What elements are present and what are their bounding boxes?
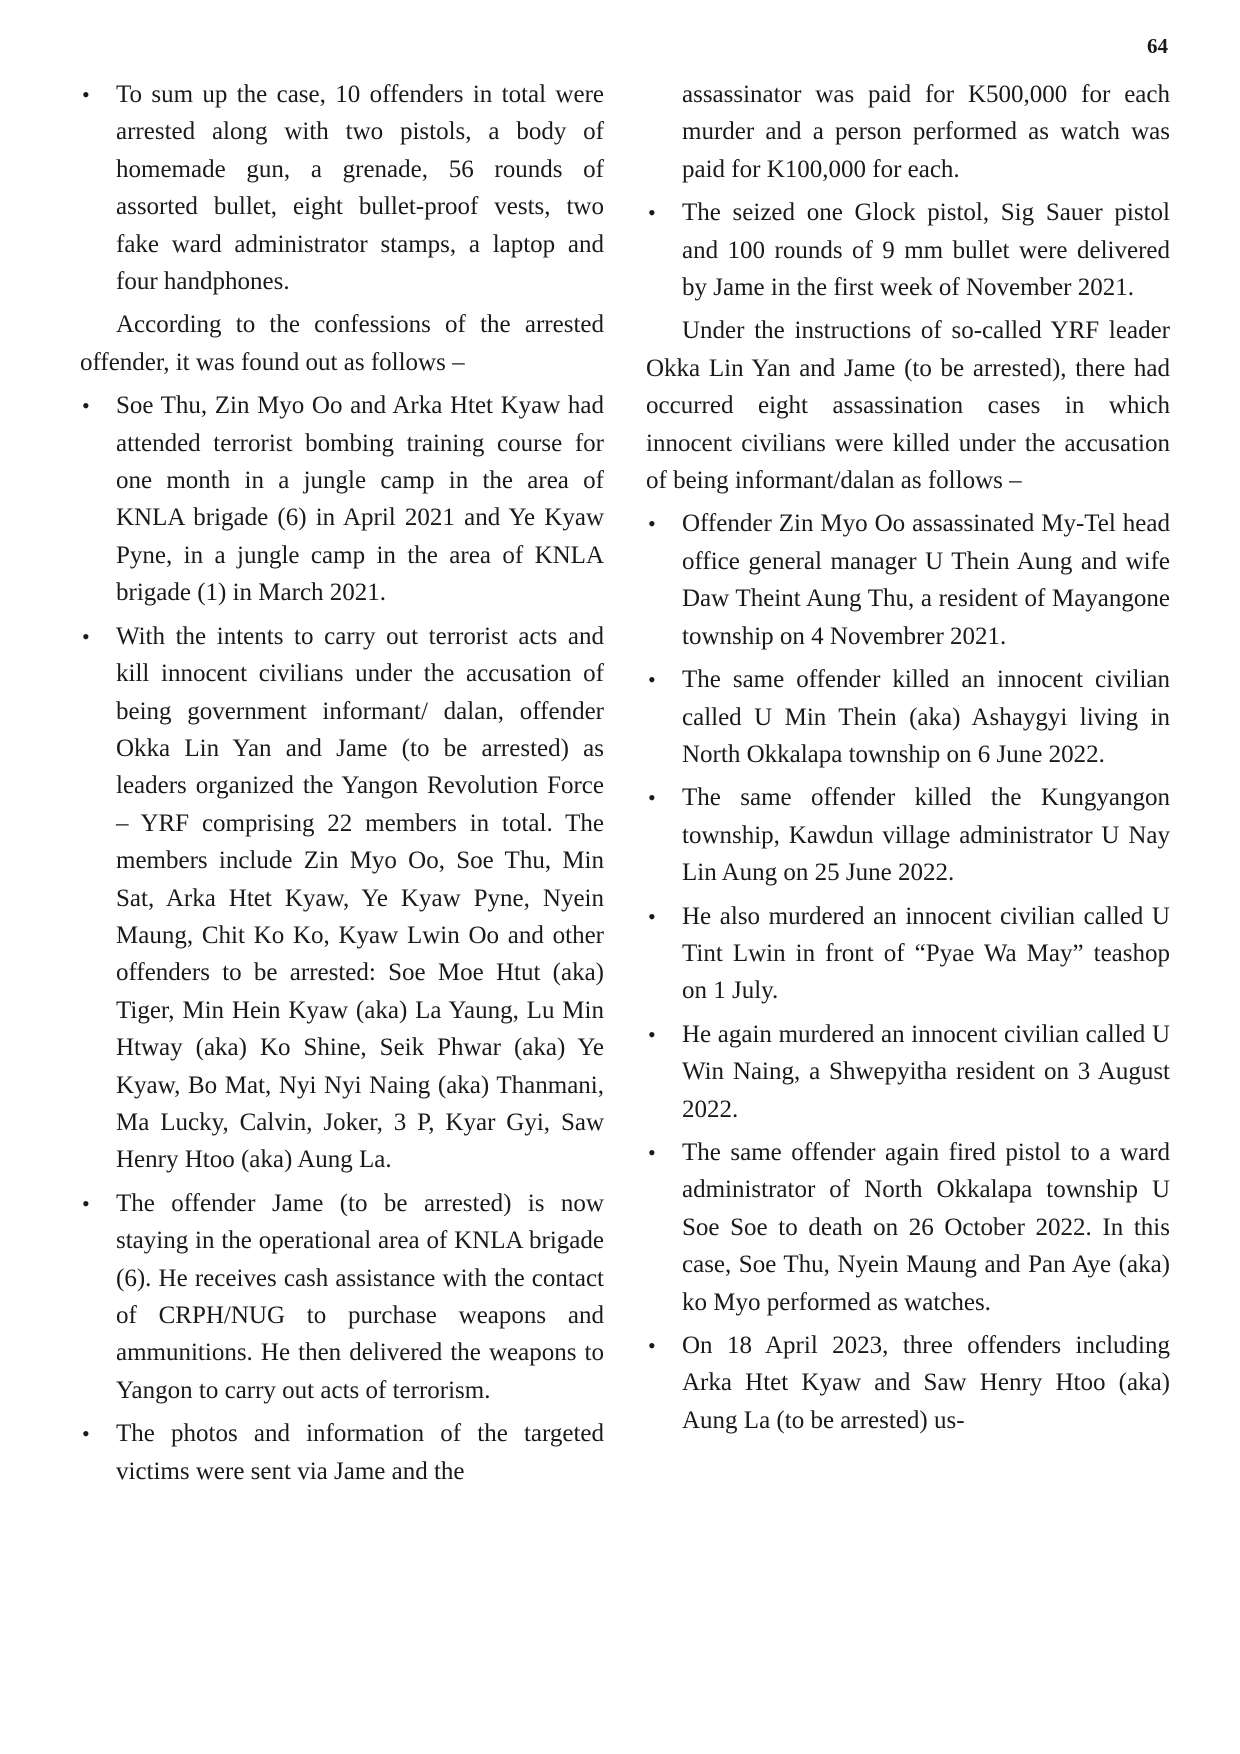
bullet-item: • To sum up the case, 10 offenders in total were arrested along with two pistols, a body of homemade gun, a grenade, 56 rounds of assorted bullet, eight bullet-proof vests, two fake ward administrator stamps, a laptop and four handphones. [80, 76, 604, 300]
bullet-item: • With the intents to carry out terrorist acts and kill innocent civilians under the accusation of being government informant/ dalan, offender Okka Lin Yan and Jame (to be arrested) as leaders organized the Yangon Revolution Force – YRF comprising 22 members in total. The members include Zin Myo Oo, Soe Thu, Min Sat, Arka Htet Kyaw, Ye Kyaw Pyne, Nyein Maung, Chit Ko Ko, Kyaw Lwin Oo and other offenders to be arrested: Soe Moe Htut (aka) Tiger, Min Hein Kyaw (aka) La Yaung, Lu Min Htway (aka) Ko Shine, Seik Phwar (aka) Ye Kyaw, Bo Mat, Nyi Nyi Naing (aka) Thanmani, Ma Lucky, Calvin, Joker, 3 P, Kyar Gyi, Saw Henry Htoo (aka) Aung La. [80, 618, 604, 1179]
bullet-item: • On 18 April 2023, three offenders including Arka Htet Kyaw and Saw Henry Htoo (aka) Aung La (to be arrested) us- [646, 1327, 1170, 1439]
right-column [646, 76, 1170, 1445]
paragraph: According to the confessions of the arrested offender, it was found out as follows – [80, 311, 604, 376]
bullet-item: • Soe Thu, Zin Myo Oo and Arka Htet Kyaw had attended terrorist bombing training course for one month in a jungle camp in the area of KNLA brigade (6) in April 2021 and Ye Kyaw Pyne, in a jungle camp in the area of KNLA brigade (1) in March 2021. [80, 387, 604, 611]
left-bullets-b [80, 387, 604, 1490]
continued-bullet-text: assassinator was paid for K500,000 for each murder and a person performed as watch was paid for K100,000 for each. [682, 81, 1170, 183]
paragraph: Under the instructions of so-called YRF leader Okka Lin Yan and Jame (to be arrested), there had occurred eight assassination cases in which innocent civilians were killed under the accusation of being informant/dalan as follows – [646, 317, 1170, 495]
page-number: 64 [1147, 34, 1168, 58]
right-bullets-a [646, 194, 1170, 306]
bullet-item: • The photos and information of the targeted victims were sent via Jame and the [80, 1415, 604, 1490]
left-bullets-a [80, 76, 604, 300]
right-bullets-b [646, 505, 1170, 1439]
bullet-item: • The same offender killed an innocent civilian called U Min Thein (aka) Ashaygyi living in North Okkalapa township on 6 June 2022. [646, 661, 1170, 773]
bullet-item: • The seized one Glock pistol, Sig Sauer pistol and 100 rounds of 9 mm bullet were delivered by Jame in the first week of November 2021. [646, 194, 1170, 306]
bullet-item: • He also murdered an innocent civilian called U Tint Lwin in front of “Pyae Wa May” teashop on 1 July. [646, 898, 1170, 1010]
left-column [80, 76, 604, 1496]
bullet-item: • The same offender killed the Kungyangon township, Kawdun village administrator U Nay Lin Aung on 25 June 2022. [646, 779, 1170, 891]
bullet-item: • The offender Jame (to be arrested) is now staying in the operational area of KNLA brigade (6). He receives cash assistance with the contact of CRPH/NUG to purchase weapons and ammunitions. He then delivered the weapons to Yangon to carry out acts of terrorism. [80, 1185, 604, 1409]
bullet-item: • The same offender again fired pistol to a ward administrator of North Okkalapa township U Soe Soe to death on 26 October 2022. In this case, Soe Thu, Nyein Maung and Pan Aye (aka) ko Myo performed as watches. [646, 1134, 1170, 1321]
bullet-item: • He again murdered an innocent civilian called U Win Naing, a Shwepyitha resident on 3 August 2022. [646, 1016, 1170, 1128]
bullet-item: • Offender Zin Myo Oo assassinated My-Tel head office general manager U Thein Aung and wife Daw Theint Aung Thu, a resident of Mayangone township on 4 Novembrer 2021. [646, 505, 1170, 655]
